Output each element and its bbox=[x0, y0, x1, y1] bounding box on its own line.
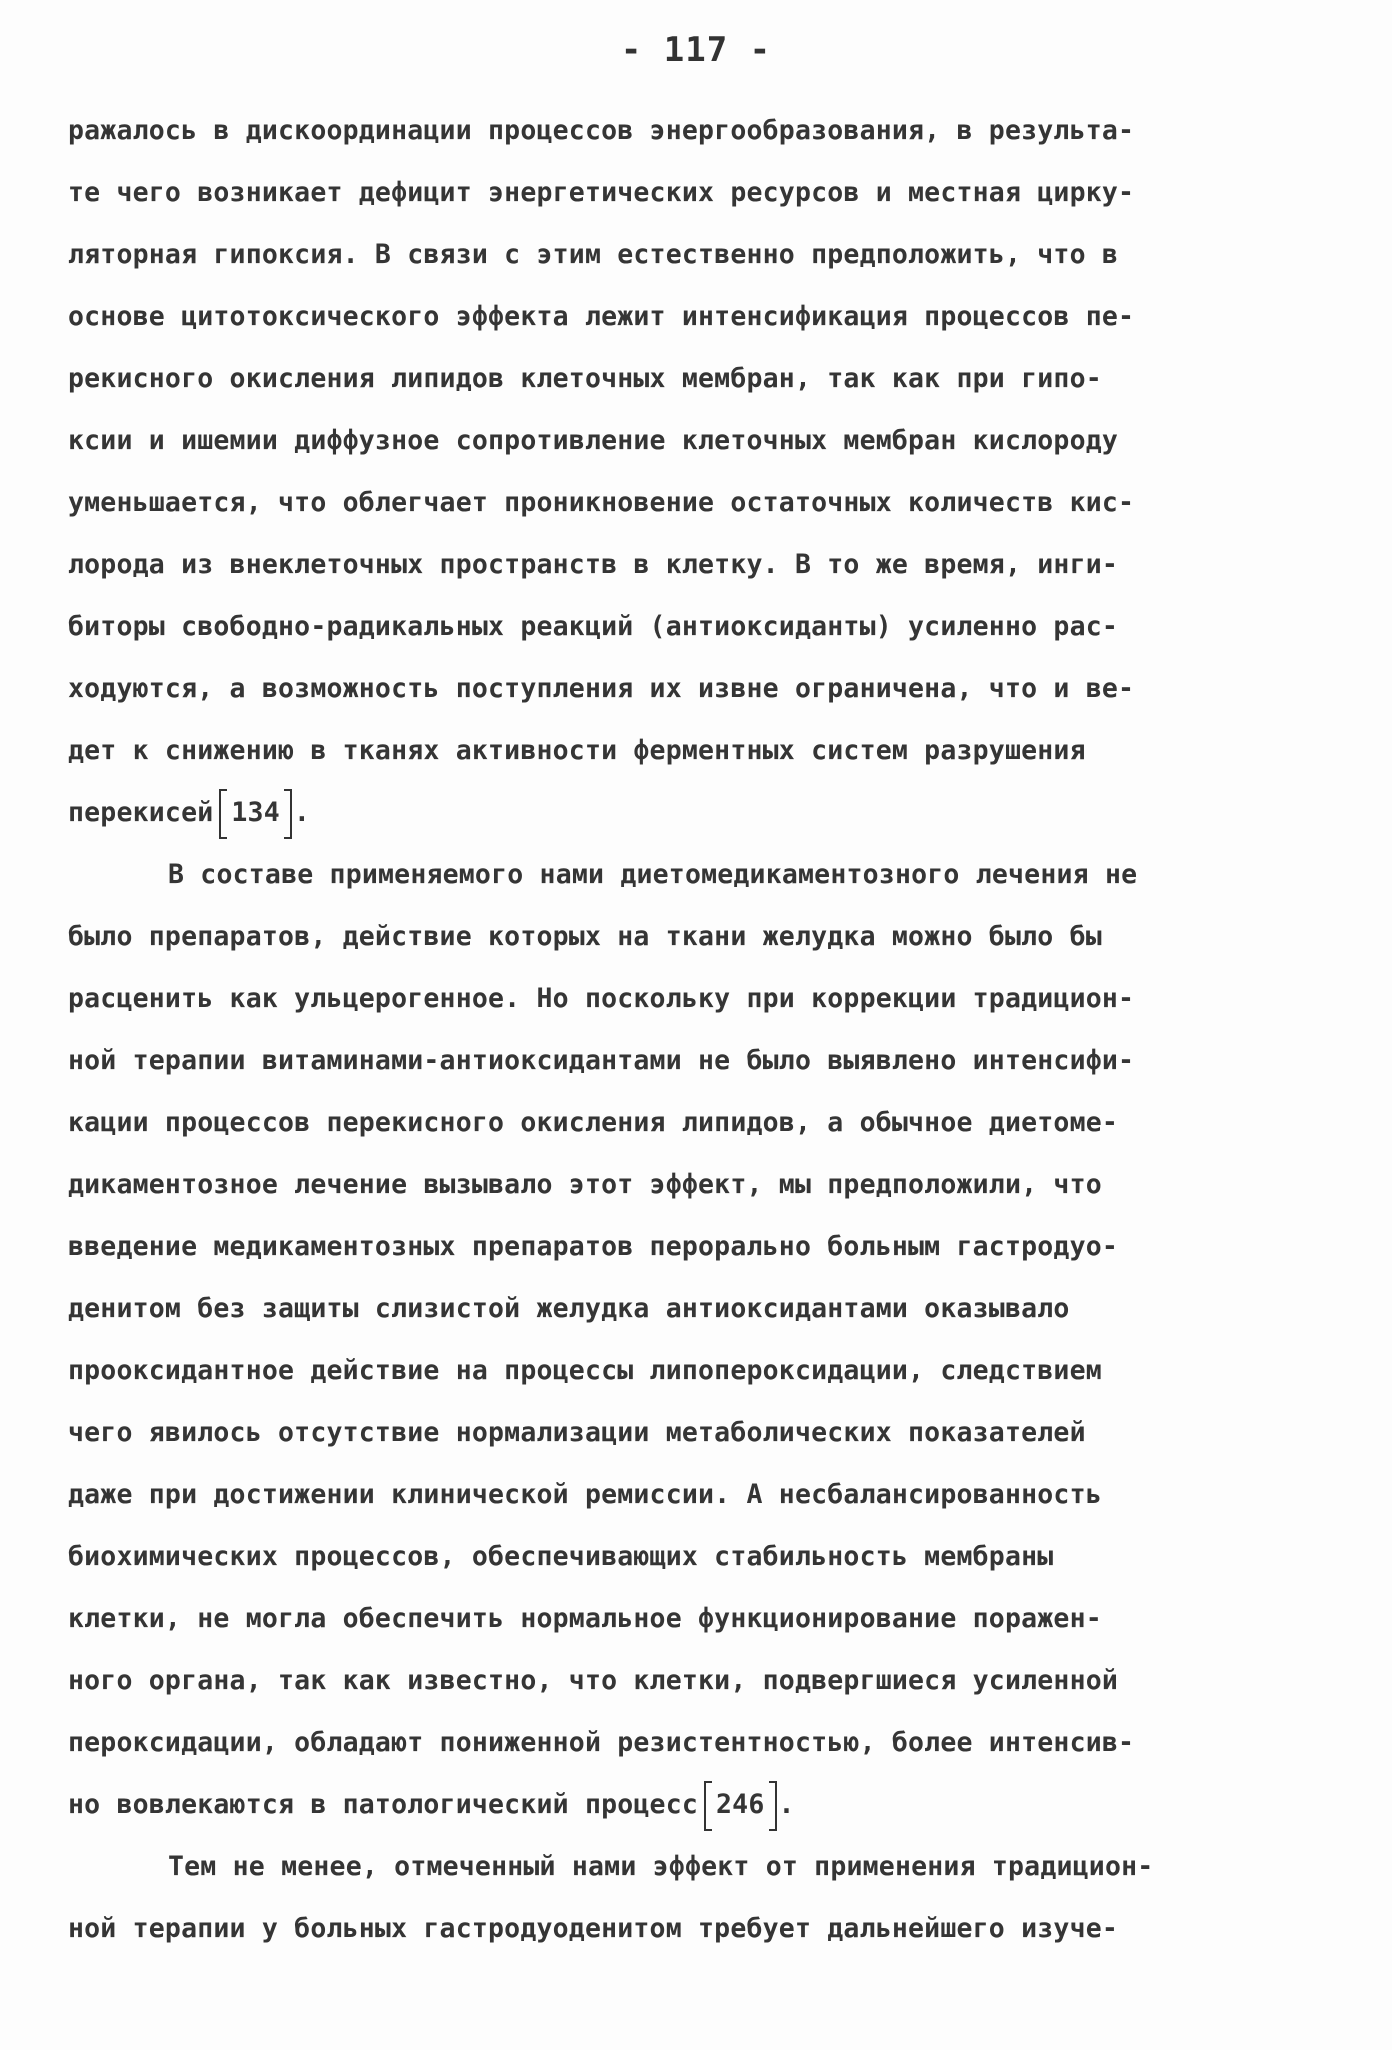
line-punctuation: . bbox=[293, 797, 311, 828]
text-line: было препаратов, действие которых на ткани желудка можно было бы bbox=[68, 921, 1102, 952]
paragraph-3 bbox=[68, 1836, 1338, 1960]
text-line: расценить как ульцерогенное. Но поскольку при коррекции традицион- bbox=[68, 983, 1135, 1014]
text-line: пероксидации, обладают пониженной резистентностью, более интенсив- bbox=[68, 1727, 1135, 1758]
text-line: биторы свободно-радикальных реакций (антиоксиданты) усиленно рас- bbox=[68, 611, 1119, 642]
text-line: введение медикаментозных препаратов перорально больным гастродуо- bbox=[68, 1231, 1119, 1262]
text-line: уменьшается, что облегчает проникновение остаточных количеств кис- bbox=[68, 487, 1135, 518]
text-line: ксии и ишемии диффузное сопротивление клеточных мембран кислороду bbox=[68, 425, 1119, 456]
text-line-with-citation bbox=[68, 1774, 1338, 1836]
body-text bbox=[68, 100, 1338, 1960]
text-line: клетки, не могла обеспечить нормальное функционирование поражен- bbox=[68, 1603, 1102, 1634]
text-line: ходуются, а возможность поступления их извне ограничена, что и ве- bbox=[68, 673, 1135, 704]
text-line: ного органа, так как известно, что клетки, подвергшиеся усиленной bbox=[68, 1665, 1119, 1696]
text-line: кации процессов перекисного окисления липидов, а обычное диетоме- bbox=[68, 1107, 1119, 1138]
left-bracket bbox=[219, 789, 227, 839]
text-line: основе цитотоксического эффекта лежит интенсификация процессов пе- bbox=[68, 301, 1135, 332]
text-line: дикаментозное лечение вызывало этот эффект, мы предположили, что bbox=[68, 1169, 1102, 1200]
right-bracket bbox=[769, 1781, 777, 1831]
line-text: перекисей bbox=[68, 797, 214, 828]
paragraph-2 bbox=[68, 844, 1338, 1836]
text-line-indented: Тем не менее, отмеченный нами эффект от применения традицион- bbox=[168, 1851, 1154, 1882]
text-line: ной терапии витаминами-антиоксидантами не было выявлено интенсифи- bbox=[68, 1045, 1135, 1076]
text-line: дет к снижению в тканях активности ферментных систем разрушения bbox=[68, 735, 1086, 766]
text-line: ляторная гипоксия. В связи с этим естественно предположить, что в bbox=[68, 239, 1119, 270]
text-line: рекисного окисления липидов клеточных мембран, так как при гипо- bbox=[68, 363, 1102, 394]
text-line: ражалось в дискоординации процессов энергообразования, в результа- bbox=[68, 115, 1135, 146]
left-bracket bbox=[704, 1781, 712, 1831]
paragraph-1 bbox=[68, 100, 1338, 844]
text-line: биохимических процессов, обеспечивающих стабильность мембраны bbox=[68, 1541, 1054, 1572]
text-line: чего явилось отсутствие нормализации метаболических показателей bbox=[68, 1417, 1086, 1448]
line-text: но вовлекаются в патологический процесс bbox=[68, 1789, 699, 1820]
text-line-with-citation bbox=[68, 782, 1338, 844]
line-punctuation: . bbox=[778, 1789, 795, 1820]
text-line: прооксидантное действие на процессы липопероксидации, следствием bbox=[68, 1355, 1102, 1386]
right-bracket bbox=[284, 789, 292, 839]
citation-reference: 134 bbox=[231, 797, 280, 828]
page-number: - 117 - bbox=[620, 30, 772, 70]
text-line: денитом без защиты слизистой желудка антиоксидантами оказывало bbox=[68, 1293, 1070, 1324]
citation-reference: 246 bbox=[716, 1789, 765, 1820]
text-line: лорода из внеклеточных пространств в клетку. В то же время, инги- bbox=[68, 549, 1119, 580]
text-line: те чего возникает дефицит энергетических ресурсов и местная цирку- bbox=[68, 177, 1135, 208]
text-line-indented: В составе применяемого нами диетомедикаментозного лечения не bbox=[168, 859, 1138, 890]
text-line: ной терапии у больных гастродуоденитом требует дальнейшего изуче- bbox=[68, 1913, 1119, 1944]
text-line: даже при достижении клинической ремиссии. А несбалансированность bbox=[68, 1479, 1102, 1510]
